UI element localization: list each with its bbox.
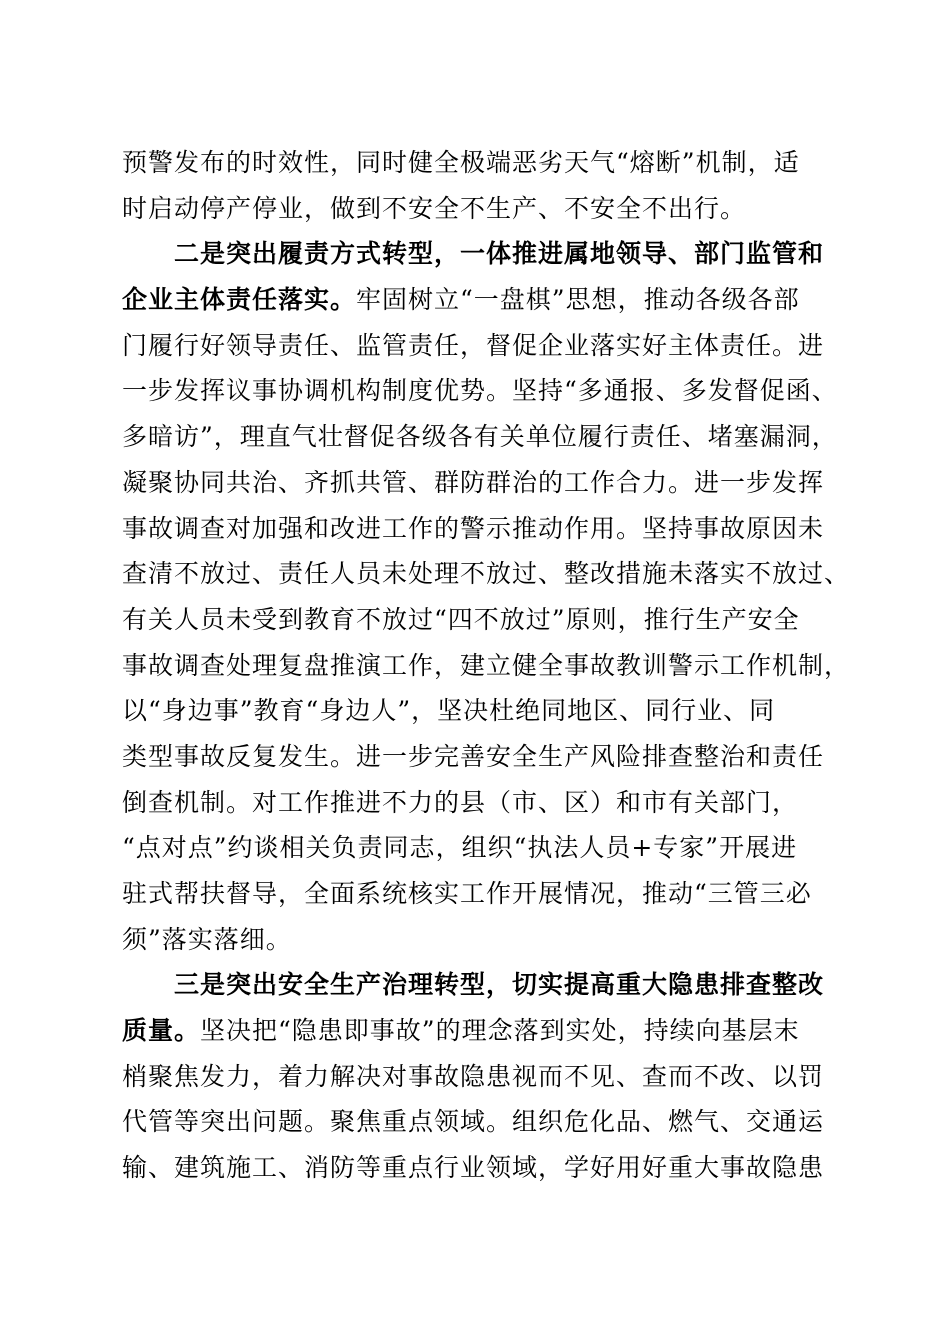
text-line: 有关人员未受到教育不放过“四不放过”原则，推行生产安全 — [122, 604, 800, 634]
text-segment: 坚决把“隐患即事故”的理念落到实处，持续向基层末 — [200, 1016, 800, 1046]
text-line: 梢聚焦发力，着力解决对事故隐患视而不见、查而不改、以罚 — [122, 1061, 825, 1091]
paragraph-heading-line — [122, 1008, 837, 1054]
text-line: 事故调查处理复盘推演工作，建立健全事故教训警示工作机制， — [122, 650, 851, 680]
text-line: 输、建筑施工、消防等重点行业领域，学好用好重大事故隐患 — [122, 1153, 825, 1183]
text-line: 须”落实落细。 — [122, 924, 292, 954]
text-line: 多暗访”，理直气壮督促各级各有关单位履行责任、堵塞漏洞， — [122, 422, 838, 452]
paragraph-heading-line — [122, 231, 837, 277]
text-segment: 牢固树立“一盘棋”思想，推动各级各部 — [356, 285, 800, 315]
text-line: 以“身边事”教育“身边人”，坚决杜绝同地区、同行业、同 — [122, 696, 776, 726]
text-line: 门履行好领导责任、监管责任，督促企业落实好主体责任。进 — [122, 330, 825, 360]
paragraph-lead: 质量。 — [122, 1016, 201, 1046]
text-line: 预警发布的时效性，同时健全极端恶劣天气“熔断”机制，适 — [122, 148, 800, 177]
text-line: 驻式帮扶督导，全面系统核实工作开展情况，推动“三管三必 — [122, 879, 812, 908]
text-line: 事故调查对加强和改进工作的警示推动作用。坚持事故原因未 — [122, 513, 825, 543]
text-line: 类型事故反复发生。进一步完善安全生产风险排查整治和责任 — [122, 741, 825, 771]
text-line: 查清不放过、责任人员未处理不放过、整改措施未落实不放过、 — [122, 559, 851, 589]
paragraph-lead: 三是突出安全生产治理转型，切实提高重大隐患排查整改 — [174, 970, 825, 1000]
paragraph-lead: 二是突出履责方式转型，一体推进属地领导、部门监管和 — [174, 239, 825, 269]
text-line: “点对点”约谈相关负责同志，组织“执法人员+专家”开展进 — [122, 833, 798, 863]
text-line: 时启动停产停业，做到不安全不生产、不安全不出行。 — [122, 193, 747, 223]
paragraph-heading-line — [122, 962, 837, 1008]
text-line: 凝聚协同共治、齐抓共管、群防群治的工作合力。进一步发挥 — [122, 467, 825, 497]
paragraph-lead: 企业主体责任落实。 — [122, 285, 357, 315]
text-line: 代管等突出问题。聚焦重点领域。组织危化品、燃气、交通运 — [122, 1107, 825, 1137]
text-line: 倒查机制。对工作推进不力的县（市、区）和市有关部门， — [122, 787, 799, 817]
paragraph-heading-line — [122, 277, 837, 323]
document-body — [122, 140, 851, 1191]
text-line: 一步发挥议事协调机构制度优势。坚持“多通报、多发督促函、 — [122, 376, 838, 406]
